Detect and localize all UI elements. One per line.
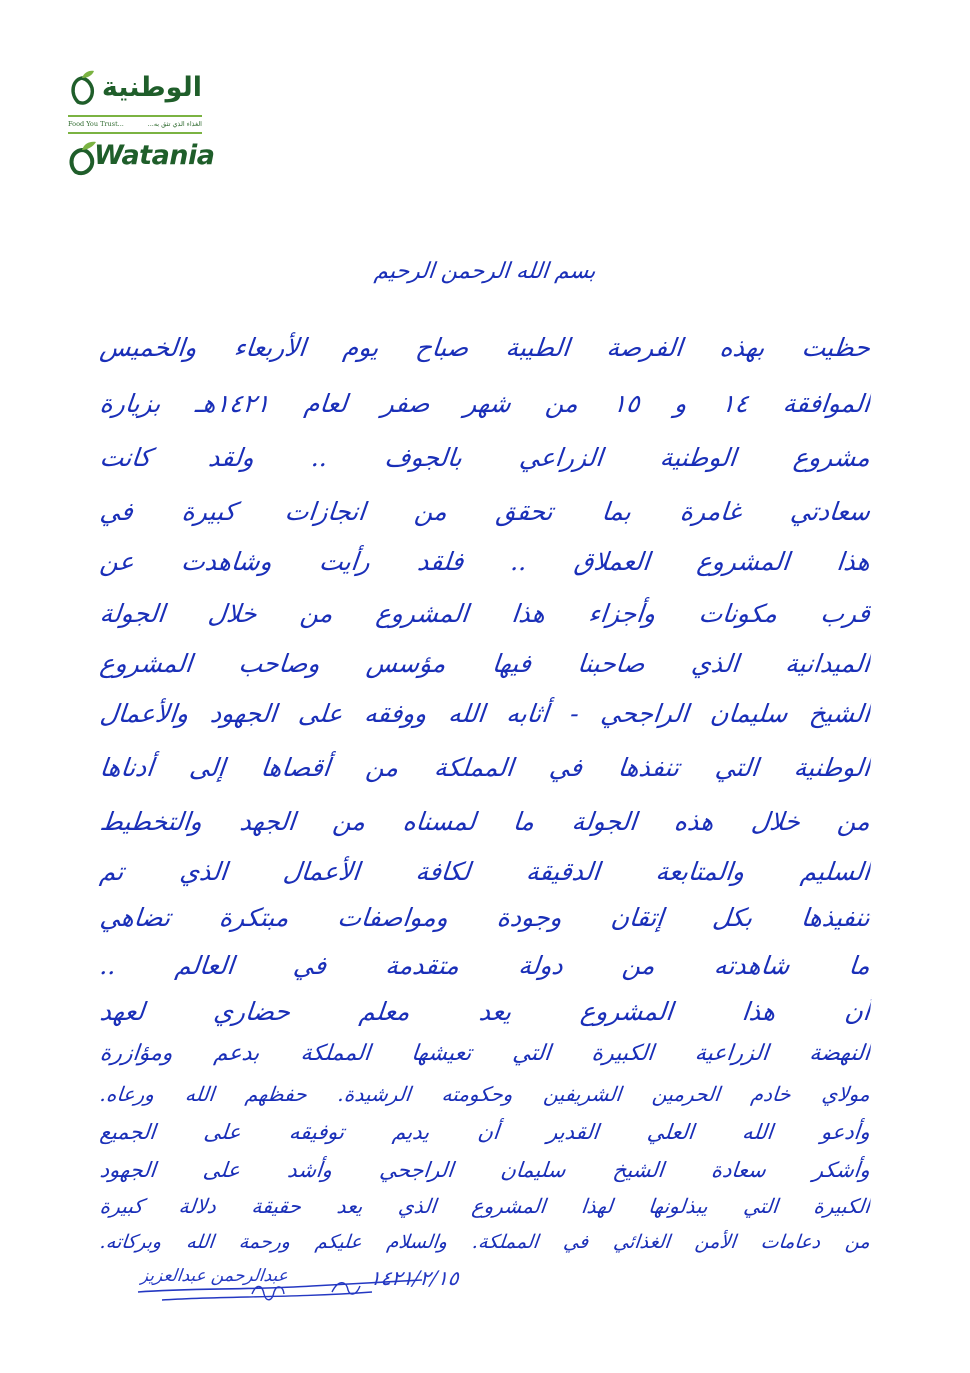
letter-line-4: سعادتي غامرة بما تحقق من انجازات كبيرة في <box>98 497 872 526</box>
logo-tagline <box>68 118 202 131</box>
letter-line-2: الموافقة ١٤ و ١٥ من شهر صفر لعام ١٤٢١هـ بزيارة <box>98 389 872 418</box>
letter-line-7: الميدانية الذي صاحبنا فيها مؤسس وصاحب المشروع <box>98 649 872 678</box>
basmala: بسم الله الرحمن الرحيم <box>373 259 597 284</box>
letter-line-15: النهضة الزراعية الكبيرة التي تعيشها المملكة بدعم ومؤازرة <box>98 1041 872 1066</box>
letter-line-9: الوطنية التي تنفذها في المملكة من أقصاها إلى أدناها <box>98 753 872 782</box>
letter-line-6: قرب مكونات وأجزاء هذا المشروع من خلال الجولة <box>98 599 872 628</box>
logo-tagline-en: Food You Trust... <box>68 120 124 128</box>
letter-line-16: مولاي خادم الحرمين الشريفين وحكومته الرشيدة. حفظهم الله ورعاه. <box>98 1082 872 1106</box>
logo-tagline-ar: الغذاء الذي تثق به... <box>147 120 202 128</box>
logo-rule-bottom <box>68 132 202 134</box>
logo-english-name: Watania <box>94 140 215 171</box>
letter-line-3: مشروع الوطنية الزراعي بالجوف .. ولقد كانت <box>98 443 872 472</box>
logo-arabic-wordmark <box>68 68 204 112</box>
letter-date: ١٤٢١/٢/١٥ <box>368 1266 460 1290</box>
handwritten-letter <box>100 240 870 1300</box>
letter-line-8: الشيخ سليمان الراجحي - أثابه الله ووفقه على الجهود والأعمال <box>98 699 872 728</box>
letter-line-20: من دعامات الأمن الغذائي في المملكة. والسلام عليكم ورحمة الله وبركاته. <box>98 1231 872 1253</box>
letter-line-14: أن هذا المشروع يعد معلم حضاري لعهد <box>98 997 872 1026</box>
letter-line-13: ما شاهدته من دولة متقدمة في العالم .. <box>98 951 872 980</box>
letter-line-1: حظيت بهذه الفرصة الطيبة صباح يوم الأربعاء والخميس <box>98 333 872 362</box>
logo-arabic-name: الوطنية <box>101 72 202 103</box>
signer-name: عبدالرحمن عبدالعزيز <box>138 1266 290 1286</box>
letter-line-11: السليم والمتابعة الدقيقة لكافة الأعمال الذي تم <box>98 857 872 886</box>
watania-logo <box>66 68 215 180</box>
letter-line-18: وأشكر سعادة الشيخ سليمان الراجحي وأشد على الجهود <box>98 1158 872 1182</box>
letter-line-12: تنفيذها بكل إتقان وجودة ومواصفات مبتكرة تضاهي <box>98 903 872 932</box>
letter-line-10: من خلال هذه الجولة ما لمسناه من الجهد والتخطيط <box>98 807 872 836</box>
signature-scribble <box>132 1262 452 1308</box>
logo-english-wordmark <box>66 138 215 178</box>
letter-line-17: وأدعو الله العلي القدير أن يديم توفيقه على الجميع <box>98 1120 872 1144</box>
logo-rule-top <box>68 115 202 117</box>
leaf-icon <box>68 68 98 108</box>
letter-line-5: هذا المشروع العملاق .. فلقد رأيت وشاهدت عن <box>98 547 872 576</box>
letter-line-19: الكبيرة التي يبذلونها لهذا المشروع الذي يعد حقيقة دلالة كبيرة <box>98 1194 872 1218</box>
